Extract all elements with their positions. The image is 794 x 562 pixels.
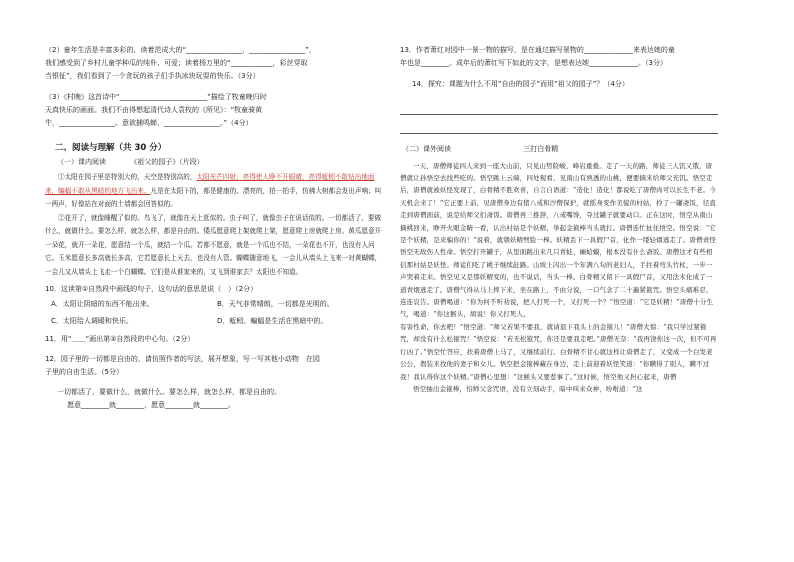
story-paragraph-1: 一天，唐僧师徒四人来到一座大山前，只见山势险峻，峰岩重叠。走了一天的路，师徒三人饥又饿，唐僧就让孙悟空去找些吃的。悟空跳上云端，四处观看，见南山有熟透的山桃，便要摘来给师父充饥。悟空走后，唐僧就被妖怪发现了，白骨精不胜欢喜，自言自语道：“造化！造化！都说吃了唐僧肉可以长生不老。今天机会来了！”它正要上前，见唐僧身边有猪八戒和沙僧保护，就摇身变作美貌的村姑，拎了一罐斋饭，径直走到唐僧面前，说是给师父们斋饭。唐僧再三推辞，八戒嘴馋，夺过罐子就要动口。正在这时，悟空从南山摘桃回来，睁开火眼金睛一看，认出村姑是个妖精，举起金箍棒当头就打。唐僧连忙扯住悟空。悟空说：“它是个妖精，是来骗你的！”说着，就朝妖精劈脸一棒。妖精丢下一具假尸首，化作一缕轻烟逃走了。唐僧责怪悟空无故伤人性命。悟空打开罐子，从里面跳出来几只青蛙、癞蛤蟆，根本没有什么斋饭。唐僧这才有些相信那村姑是妖怪。师徒们吃了桃子继续赶路。山坡上闪出一个年满八旬的老妇人，手拄着弯头竹杖，一步一声哭着走来。悟空见又是那妖精变的，也不说话，当头一棒。白骨精又留下一具假尸首，又用法术化成了一道青烟逃走了。唐僧气得从马上摔下来，坐在路上，不由分说，一口气念了二十遍紧箍咒。悟空头痛难忍，连连哀告。唐僧喝道：“你为何不听劝说，把人打死一个，又打死一个？”悟空道：“它是妖精！”唐僧十分生气，喝道：“你这猴头，胡说！你又打死人， (400, 161, 717, 319)
q2-line2: 我们感受到了乡村儿童学种瓜的纯朴、可爱；读着杨万里的“____________，彩丝穿取 (45, 59, 308, 68)
answer-line-2 (400, 121, 718, 134)
passage-title: 《祖父的园子》（片段） (130, 158, 204, 167)
option-c: C．太阳给人调暖和快乐。 (51, 317, 133, 326)
story-paragraph-3: 悟空抽出金箍棒，怕师父念咒语，没有立刻动手，暗中叫来众神，吩咐道：“这 (413, 384, 643, 393)
underlined-sentence-cont: 蚯蚓不敢钻出地面来，蝙蝠不敢从黑暗的地方飞出来。 (45, 173, 375, 195)
subsection-2-heading (402, 144, 718, 154)
passage-paragraph-1: ①太阳在园子里是特别大的，天空是特别高的，太阳光芒四射，亮得使人睁不开眼睛，亮得蚯蚓不敢钻出地面来，蝙蝠不敢从黑暗的地方飞出来。凡是在太阳下的，都是健康的、漂亮的，拍一拍手，仿佛大树都会发出声响；叫一两声，好像站在对面的土墙都会回答似的。 (45, 173, 382, 209)
story-paragraph-2: 有害性命，你去吧！”悟空道：“师父若果不要我，就请退下我头上的金箍儿！”唐僧大惊：“我只学过紧箍咒，却没有什么松箍咒！”悟空说：“若无松箍咒，你还是要我走吧。”唐僧无奈：“我再饶你这一次，但不可再行凶了。”悟空忙答应，扶着唐僧上马了，又继续前行。白骨精不甘心就这样让唐僧走了，又变成一个白发老公公，假装来找他的妻子和女儿。悟空把金箍棒藏在身边，走上前迎着妖怪笑道：“你瞒得了别人，瞒不过我！我认得你这个妖精。”唐僧心里想：“这猴头又要惹事了。”这时候，悟空他又担心起来，唐僧 (400, 322, 717, 381)
q10-options-row1 (45, 296, 383, 313)
question-2 (45, 44, 383, 84)
option-d: D．蚯蚓、蝙蝠是生活在黑暗中的。 (217, 317, 328, 326)
question-3 (45, 91, 383, 131)
right-column (400, 44, 718, 395)
question-10: 10．这读第①自然段中画线的句子，这句话的意思是说（ ）（2分） (45, 285, 258, 294)
question-11: 11．用“﹏﹏”画出第②自然段的中心句。（2分） (45, 335, 195, 344)
q3-line3: 牛，________________。意欲捕鸣蝉，________________。”（4分） (45, 119, 253, 128)
q2-line3: 当银钲”，我们看到了一个贪玩的孩子们手执冰块玩耍的快乐。（3分） (45, 72, 260, 81)
fill-sentence-2: 愿意________就________，愿意________就________。 (67, 401, 235, 410)
q2-line1: （2）童年生活是丰富多彩的，读着范成大的“________________，________________”， (45, 46, 316, 54)
subsection-heading (57, 157, 383, 167)
section-heading: 二、阅读与理解（共 30 分） (55, 143, 167, 154)
story-title: 三打白骨精 (523, 144, 559, 153)
q3-line1: （3）《村晚》这首诗中“_________________________”描绘了牧童晚归时 (45, 92, 267, 101)
passage-paragraph-2: ②花开了，就像睡醒了似的。鸟飞了，就像在天上逛似的。虫子叫了，就像虫子在说话似的。一切都活了，要做什么，就做什么。要怎么样，就怎么样，都是自由的。倭瓜愿意爬上架就爬上架，愿意爬上房就爬上房。黄瓜愿意开一朵花，就开一朵花，愿意结一个瓜，就结一个瓜。若都不愿意，就是一个瓜也不结，一朵花也不开，也没有人问它。玉米愿意长多高就长多高，它若愿意长上天去，也没有人管。蝴蝶随意地飞，一会儿从墙头上飞来一对黄蝴蝶，一会儿又从墙头上飞走一个白蝴蝶。它们是从谁家来的，又飞到谁家去？太阳也不知道。 (45, 213, 382, 276)
fill-sentence-1: 一切都活了，要做什么，就做什么。要怎么样，就怎么样，都是自由的。 (57, 388, 281, 397)
subsection-2-label: （二）课外阅读 (402, 144, 451, 153)
option-b: B．天气非常晴朗，一切都是光明的。 (217, 300, 334, 309)
left-column (45, 44, 383, 412)
question-12-line1: 12．园子里的一切都是自由的，请仿照作者的写法，展开想象，写一写其他小动物 在园 (45, 354, 320, 363)
question-13-line2: 年也是________。成年后的萧红写下如此的文字，是想表达她______________。（3分） (400, 59, 667, 68)
underlined-sentence: 太阳光芒四射，亮得使人睁不开眼睛，亮得 (196, 173, 322, 182)
subsection-label: （一）课内阅读 (57, 158, 106, 167)
q3-line2: 天真快乐的画面。我们不由得想起清代诗人袁枚的《所见》：“牧童骑黄 (45, 105, 263, 114)
q10-options-row2 (45, 313, 383, 330)
answer-line-1 (400, 102, 718, 115)
question-14: 14．探究：课题为什么不用“自由的园子”而用“祖父的园子”？（4分） (412, 80, 629, 89)
question-13-line1: 13．作者萧红对园中一景一物的描写，是在通过描写景物的______________来表达她的童 (400, 46, 675, 54)
option-a: A．太阳让阴暗的东西不能出来。 (51, 300, 154, 309)
question-12-line2: 子里的自由生活。（5分） (45, 367, 123, 376)
